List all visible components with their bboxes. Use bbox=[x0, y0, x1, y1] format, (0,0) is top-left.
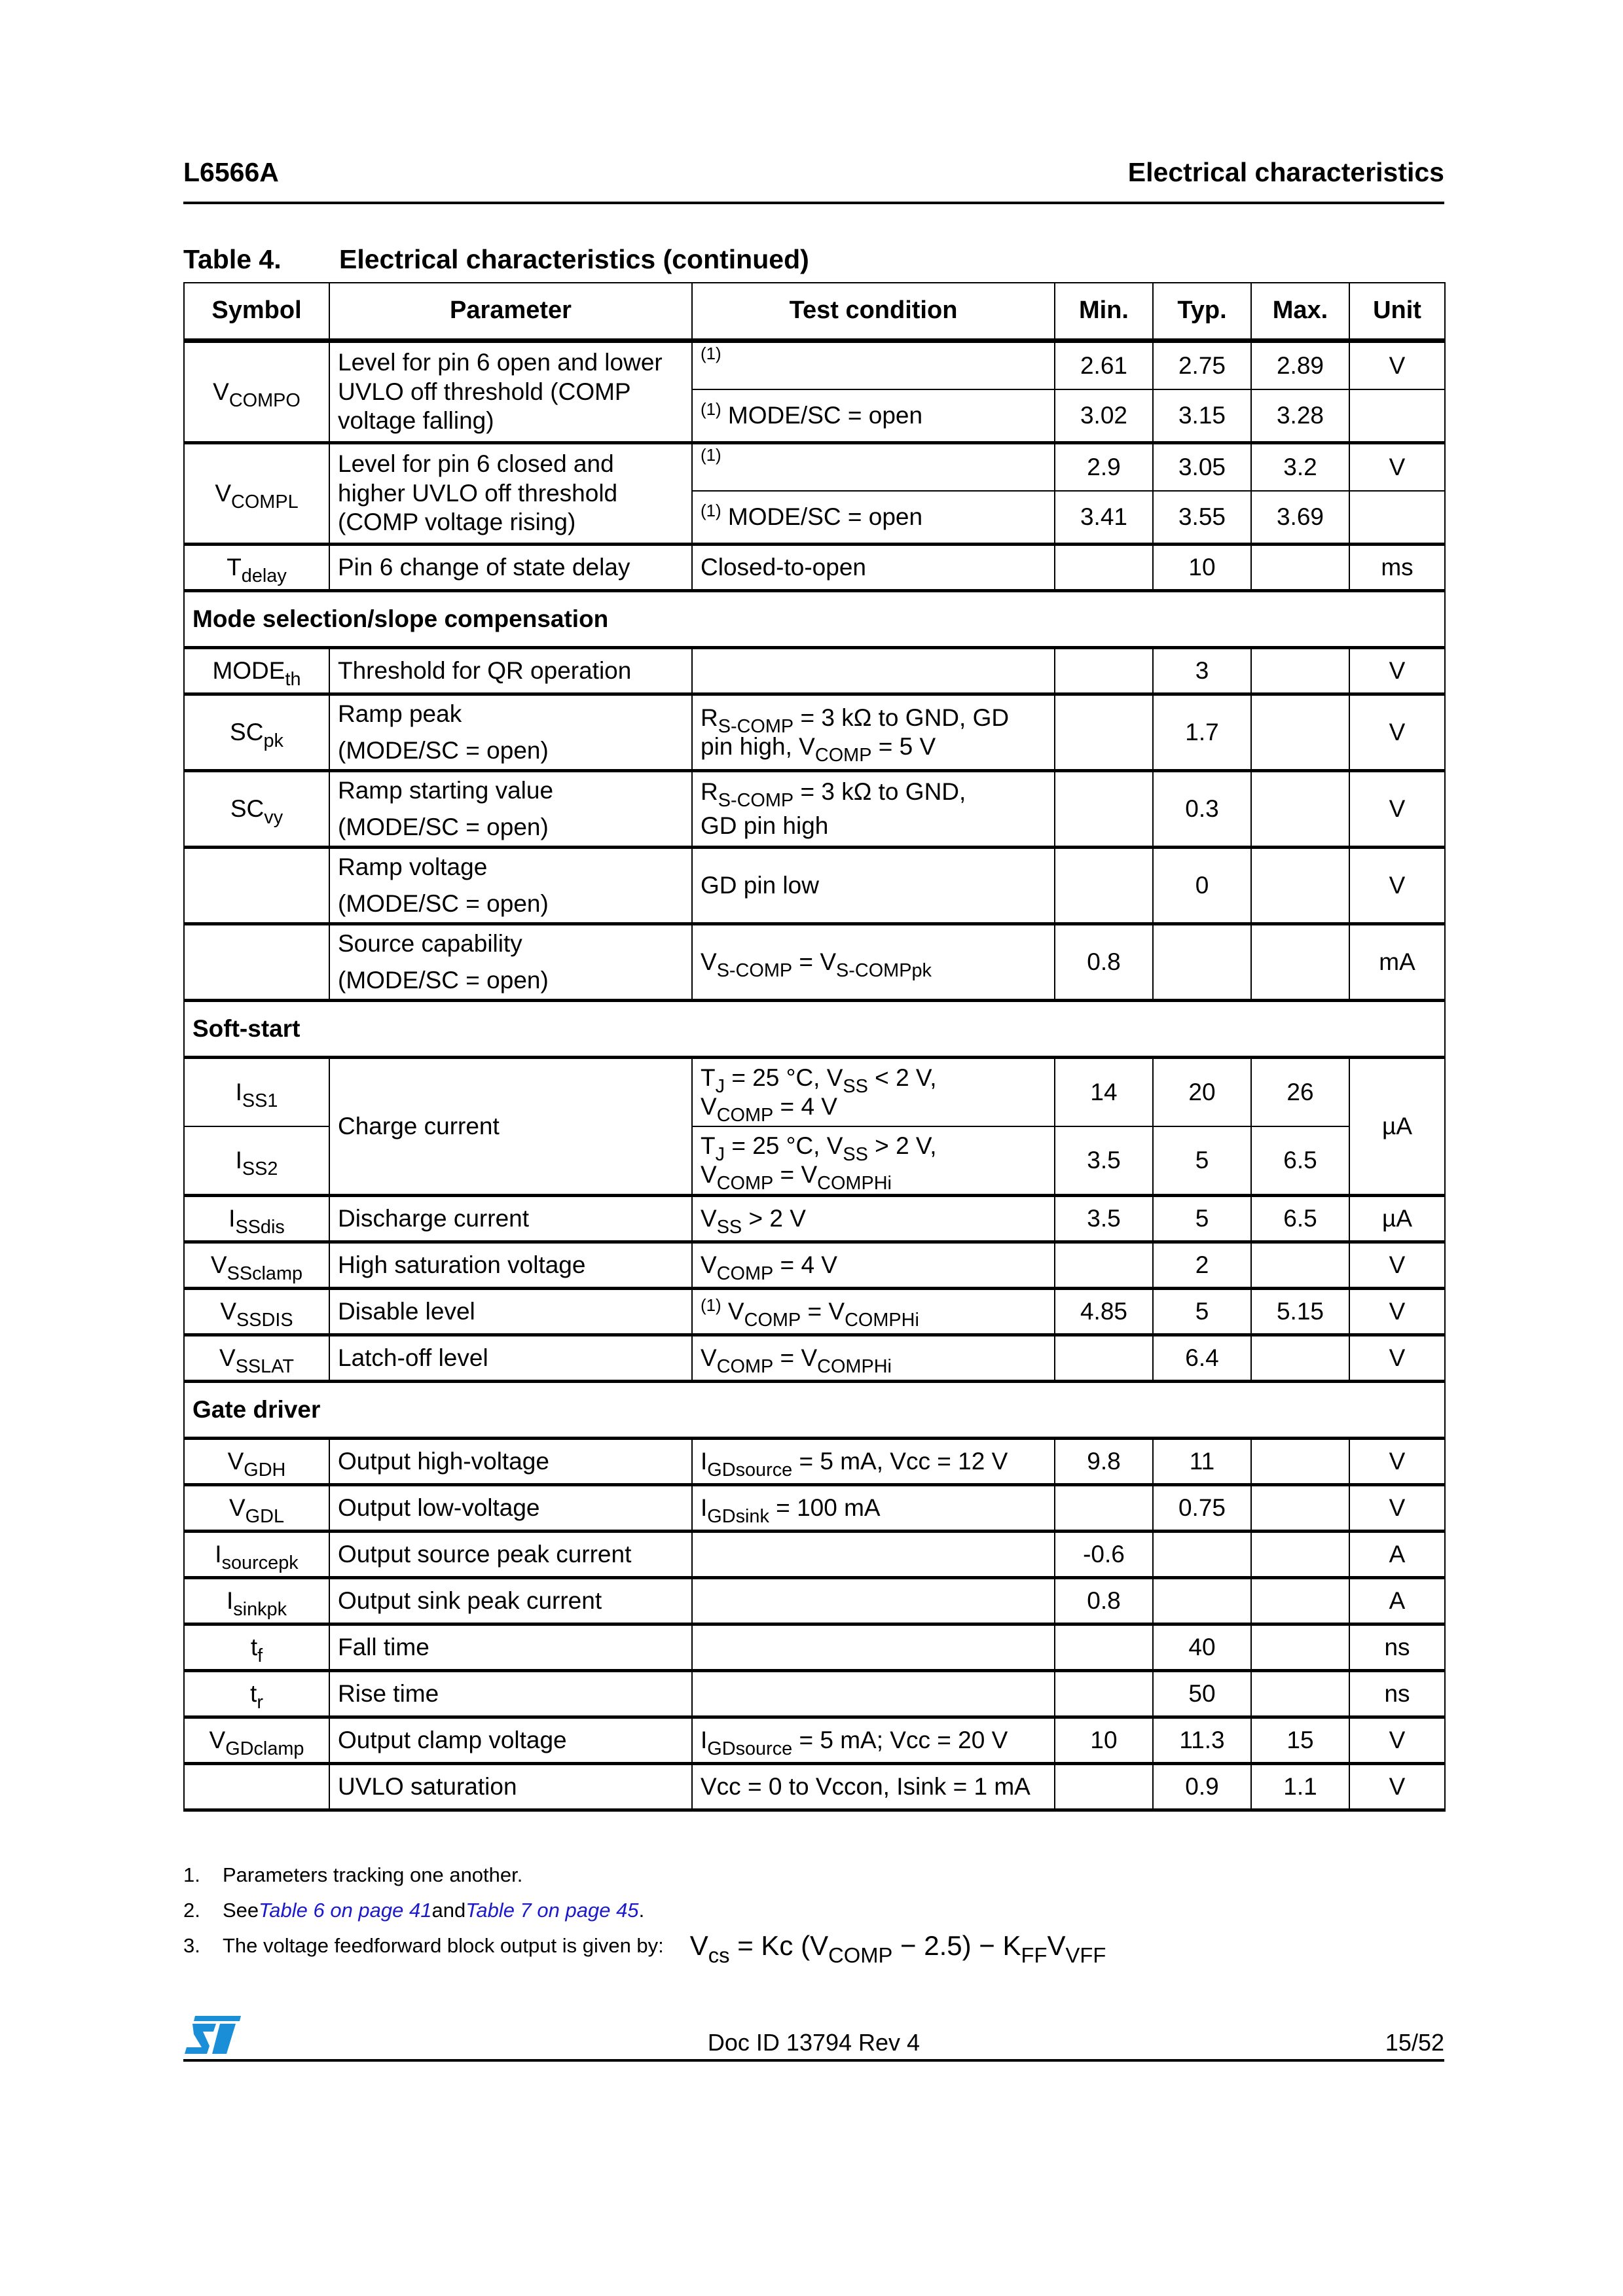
condition-cell: $^{(1)}$ MODE/SC = open bbox=[692, 491, 1055, 545]
parameter-cell: High saturation voltage bbox=[329, 1242, 692, 1289]
condition-cell: $^{(1)}$ MODE/SC = open bbox=[692, 389, 1055, 443]
unit-cell bbox=[1349, 491, 1445, 545]
table-row bbox=[184, 648, 1445, 694]
unit-cell: V bbox=[1349, 1439, 1445, 1485]
page-header bbox=[183, 157, 1444, 204]
typ-cell: 0.3 bbox=[1153, 771, 1251, 848]
table-row bbox=[184, 1485, 1445, 1532]
parameter-cell: UVLO saturation bbox=[329, 1764, 692, 1810]
min-cell: 0.8 bbox=[1055, 1578, 1153, 1624]
min-cell: 2.9 bbox=[1055, 443, 1153, 492]
symbol-cell: $MODE_{th}$ bbox=[184, 648, 329, 694]
condition-cell bbox=[692, 648, 1055, 694]
unit-cell: V bbox=[1349, 1485, 1445, 1532]
typ-cell: 11.3 bbox=[1153, 1717, 1251, 1764]
condition-cell: $^{(1)}$ $V_{COMP} = V_{COMPHi}$ bbox=[692, 1289, 1055, 1335]
min-cell bbox=[1055, 848, 1153, 924]
parameter-cell: Rise time bbox=[329, 1671, 692, 1717]
min-cell bbox=[1055, 694, 1153, 771]
min-cell bbox=[1055, 1485, 1153, 1532]
symbol-cell: $I_{sinkpk}$ bbox=[184, 1578, 329, 1624]
link-table-6[interactable]: Table 6 on page 41 bbox=[259, 1899, 432, 1922]
symbol-cell: $V_{COMPL}$ bbox=[184, 443, 329, 545]
typ-cell: 0.9 bbox=[1153, 1764, 1251, 1810]
max-cell bbox=[1251, 1439, 1349, 1485]
feedforward-formula: $V_{cs} = Kc$ $(V_{COMP} - 2.5) - K_{FF}V_{VFF}$ bbox=[689, 1930, 1106, 1967]
symbol-cell: $t_f$ bbox=[184, 1624, 329, 1671]
symbol-cell: $V_{GDH}$ bbox=[184, 1439, 329, 1485]
section-heading: Soft-start bbox=[184, 1001, 1445, 1058]
typ-cell: 0 bbox=[1153, 848, 1251, 924]
max-cell bbox=[1251, 694, 1349, 771]
symbol-cell: $I_{SS2}$ bbox=[184, 1126, 329, 1196]
condition-cell bbox=[692, 1532, 1055, 1578]
min-cell: 3.41 bbox=[1055, 491, 1153, 545]
doc-id: Doc ID 13794 Rev 4 bbox=[707, 2029, 921, 2056]
unit-cell: A bbox=[1349, 1578, 1445, 1624]
condition-cell: $R_{S-COMP} = 3$ kΩ to GND, GD pin high, $V_{COMP} = 5$ V bbox=[692, 694, 1055, 771]
parameter-cell: Output clamp voltage bbox=[329, 1717, 692, 1764]
max-cell bbox=[1251, 848, 1349, 924]
parameter-cell: Pin 6 change of state delay bbox=[329, 545, 692, 591]
typ-cell: 10 bbox=[1153, 545, 1251, 591]
symbol-cell: $V_{GDL}$ bbox=[184, 1485, 329, 1532]
condition-cell bbox=[692, 1624, 1055, 1671]
unit-cell: V bbox=[1349, 341, 1445, 390]
min-cell: 14 bbox=[1055, 1058, 1153, 1127]
min-cell: 10 bbox=[1055, 1717, 1153, 1764]
table-row bbox=[184, 1624, 1445, 1671]
unit-cell: V bbox=[1349, 443, 1445, 492]
footnote-1: 1. Parameters tracking one another. bbox=[183, 1863, 523, 1886]
table-row bbox=[184, 1335, 1445, 1382]
parameter-cell: Level for pin 6 closed and higher UVLO off threshold (COMP voltage rising) bbox=[329, 443, 692, 545]
min-cell: 2.61 bbox=[1055, 341, 1153, 390]
col-max: Max. bbox=[1251, 283, 1349, 341]
table-row bbox=[184, 1532, 1445, 1578]
table-row bbox=[184, 1439, 1445, 1485]
unit-cell: V bbox=[1349, 694, 1445, 771]
min-cell: 3.5 bbox=[1055, 1196, 1153, 1242]
unit-cell: µA bbox=[1349, 1058, 1445, 1196]
unit-cell: V bbox=[1349, 848, 1445, 924]
col-typ: Typ. bbox=[1153, 283, 1251, 341]
typ-cell bbox=[1153, 1578, 1251, 1624]
section-title: Electrical characteristics bbox=[1127, 157, 1444, 187]
unit-cell: V bbox=[1349, 648, 1445, 694]
typ-cell bbox=[1153, 924, 1251, 1001]
table-row bbox=[184, 1764, 1445, 1810]
unit-cell: V bbox=[1349, 1335, 1445, 1382]
table-row bbox=[184, 1242, 1445, 1289]
symbol-cell: $I_{SSdis}$ bbox=[184, 1196, 329, 1242]
max-cell bbox=[1251, 1671, 1349, 1717]
section-heading: Gate driver bbox=[184, 1382, 1445, 1439]
section-row-soft-start bbox=[184, 1001, 1445, 1058]
symbol-cell: $t_r$ bbox=[184, 1671, 329, 1717]
symbol-cell: $T_{delay}$ bbox=[184, 545, 329, 591]
parameter-cell: Disable level bbox=[329, 1289, 692, 1335]
parameter-cell: Source capability (MODE/SC = open) bbox=[329, 924, 692, 1001]
typ-cell: 5 bbox=[1153, 1126, 1251, 1196]
table-row bbox=[184, 848, 1445, 924]
condition-cell bbox=[692, 1578, 1055, 1624]
min-cell bbox=[1055, 1242, 1153, 1289]
electrical-characteristics-table bbox=[183, 282, 1446, 1812]
max-cell bbox=[1251, 545, 1349, 591]
footnote-3: 3. The voltage feedforward block output is given by: $V_{cs} = Kc$ $(V_{COMP} - 2.5) - K_{FF}V_{VFF}$ bbox=[183, 1930, 1106, 1967]
table-caption bbox=[183, 244, 809, 275]
condition-cell: $I_{GDsink} = 100$ mA bbox=[692, 1485, 1055, 1532]
symbol-cell: $SC_{vy}$ bbox=[184, 771, 329, 848]
typ-cell: 2 bbox=[1153, 1242, 1251, 1289]
min-cell bbox=[1055, 648, 1153, 694]
typ-cell: 3.55 bbox=[1153, 491, 1251, 545]
typ-cell: 3 bbox=[1153, 648, 1251, 694]
symbol-cell: $V_{GDclamp}$ bbox=[184, 1717, 329, 1764]
table-header-row bbox=[184, 283, 1445, 341]
min-cell bbox=[1055, 1335, 1153, 1382]
max-cell: 5.15 bbox=[1251, 1289, 1349, 1335]
typ-cell: 5 bbox=[1153, 1289, 1251, 1335]
parameter-cell: Threshold for QR operation bbox=[329, 648, 692, 694]
symbol-cell bbox=[184, 924, 329, 1001]
max-cell: 6.5 bbox=[1251, 1196, 1349, 1242]
unit-cell: ns bbox=[1349, 1671, 1445, 1717]
table-row bbox=[184, 341, 1445, 390]
parameter-cell: Discharge current bbox=[329, 1196, 692, 1242]
footnote-2: 2. See Table 6 on page 41 and Table 7 on page 45 . bbox=[183, 1899, 645, 1922]
condition-cell: $V_{COMP} = V_{COMPHi}$ bbox=[692, 1335, 1055, 1382]
typ-cell: 50 bbox=[1153, 1671, 1251, 1717]
table-footnotes bbox=[183, 1857, 1106, 1967]
parameter-cell: Output sink peak current bbox=[329, 1578, 692, 1624]
unit-cell: V bbox=[1349, 1289, 1445, 1335]
condition-cell: $I_{GDsource} = 5$ mA, Vcc = 12 V bbox=[692, 1439, 1055, 1485]
condition-cell: (1) bbox=[692, 443, 1055, 492]
parameter-cell: Ramp starting value (MODE/SC = open) bbox=[329, 771, 692, 848]
condition-cell: $R_{S-COMP} = 3$ kΩ to GND, GD pin high bbox=[692, 771, 1055, 848]
max-cell: 3.69 bbox=[1251, 491, 1349, 545]
parameter-cell: Latch-off level bbox=[329, 1335, 692, 1382]
link-table-7[interactable]: Table 7 on page 45 bbox=[465, 1899, 639, 1922]
symbol-cell: $I_{sourcepk}$ bbox=[184, 1532, 329, 1578]
min-cell: 0.8 bbox=[1055, 924, 1153, 1001]
max-cell bbox=[1251, 648, 1349, 694]
max-cell: 15 bbox=[1251, 1717, 1349, 1764]
typ-cell bbox=[1153, 1532, 1251, 1578]
min-cell: 3.02 bbox=[1055, 389, 1153, 443]
page-number: 15/52 bbox=[1385, 2029, 1444, 2056]
table-row bbox=[184, 1717, 1445, 1764]
unit-cell: V bbox=[1349, 1764, 1445, 1810]
section-row-gate-driver bbox=[184, 1382, 1445, 1439]
col-min: Min. bbox=[1055, 283, 1153, 341]
unit-cell: V bbox=[1349, 1717, 1445, 1764]
condition-cell: (1) bbox=[692, 341, 1055, 390]
condition-cell: $T_J = 25$ °C, $V_{SS} < 2$ V, $V_{COMP} = 4$ V bbox=[692, 1058, 1055, 1127]
max-cell: 26 bbox=[1251, 1058, 1349, 1127]
table-number: Table 4. bbox=[183, 244, 282, 274]
min-cell: 9.8 bbox=[1055, 1439, 1153, 1485]
max-cell bbox=[1251, 1578, 1349, 1624]
min-cell bbox=[1055, 1624, 1153, 1671]
typ-cell: 3.05 bbox=[1153, 443, 1251, 492]
condition-cell bbox=[692, 1671, 1055, 1717]
typ-cell: 20 bbox=[1153, 1058, 1251, 1127]
parameter-cell: Ramp peak (MODE/SC = open) bbox=[329, 694, 692, 771]
parameter-cell: Level for pin 6 open and lower UVLO off threshold (COMP voltage falling) bbox=[329, 341, 692, 443]
max-cell bbox=[1251, 1532, 1349, 1578]
symbol-cell: $I_{SS1}$ bbox=[184, 1058, 329, 1127]
col-unit: Unit bbox=[1349, 283, 1445, 341]
condition-cell: Closed-to-open bbox=[692, 545, 1055, 591]
table-row bbox=[184, 1196, 1445, 1242]
condition-cell: Vcc = 0 to Vccon, Isink = 1 mA bbox=[692, 1764, 1055, 1810]
typ-cell: 40 bbox=[1153, 1624, 1251, 1671]
table-row bbox=[184, 694, 1445, 771]
typ-cell: 2.75 bbox=[1153, 341, 1251, 390]
symbol-cell: $V_{COMPO}$ bbox=[184, 341, 329, 443]
symbol-cell: $V_{SSLAT}$ bbox=[184, 1335, 329, 1382]
max-cell: 1.1 bbox=[1251, 1764, 1349, 1810]
typ-cell: 0.75 bbox=[1153, 1485, 1251, 1532]
unit-cell: V bbox=[1349, 1242, 1445, 1289]
col-test-condition: Test condition bbox=[692, 283, 1055, 341]
unit-cell: A bbox=[1349, 1532, 1445, 1578]
table-title: Electrical characteristics (continued) bbox=[339, 244, 809, 274]
condition-cell: $I_{GDsource} = 5$ mA; Vcc = 20 V bbox=[692, 1717, 1055, 1764]
parameter-cell: Output high-voltage bbox=[329, 1439, 692, 1485]
table-row bbox=[184, 1578, 1445, 1624]
unit-cell: V bbox=[1349, 771, 1445, 848]
table-row bbox=[184, 1289, 1445, 1335]
symbol-cell bbox=[184, 1764, 329, 1810]
max-cell bbox=[1251, 771, 1349, 848]
condition-cell: $T_J = 25$ °C, $V_{SS} > 2$ V, $V_{COMP} = V_{COMPHi}$ bbox=[692, 1126, 1055, 1196]
typ-cell: 3.15 bbox=[1153, 389, 1251, 443]
unit-cell bbox=[1349, 389, 1445, 443]
condition-cell: $V_{COMP} = 4$ V bbox=[692, 1242, 1055, 1289]
symbol-cell: $V_{SSDIS}$ bbox=[184, 1289, 329, 1335]
unit-cell: ns bbox=[1349, 1624, 1445, 1671]
table-row bbox=[184, 545, 1445, 591]
max-cell: 2.89 bbox=[1251, 341, 1349, 390]
table-row bbox=[184, 1058, 1445, 1127]
max-cell bbox=[1251, 1485, 1349, 1532]
condition-cell: $V_{SS} > 2$ V bbox=[692, 1196, 1055, 1242]
section-heading: Mode selection/slope compensation bbox=[184, 591, 1445, 648]
table-row bbox=[184, 443, 1445, 492]
page-footer bbox=[183, 2015, 1444, 2062]
typ-cell: 11 bbox=[1153, 1439, 1251, 1485]
min-cell bbox=[1055, 1671, 1153, 1717]
min-cell bbox=[1055, 771, 1153, 848]
min-cell: 4.85 bbox=[1055, 1289, 1153, 1335]
symbol-cell: $V_{SSclamp}$ bbox=[184, 1242, 329, 1289]
unit-cell: µA bbox=[1349, 1196, 1445, 1242]
parameter-cell: Output low-voltage bbox=[329, 1485, 692, 1532]
condition-cell: $V_{S-COMP} = V_{S-COMPpk}$ bbox=[692, 924, 1055, 1001]
min-cell: -0.6 bbox=[1055, 1532, 1153, 1578]
typ-cell: 5 bbox=[1153, 1196, 1251, 1242]
max-cell bbox=[1251, 1335, 1349, 1382]
table-row bbox=[184, 1671, 1445, 1717]
max-cell bbox=[1251, 1624, 1349, 1671]
max-cell: 3.2 bbox=[1251, 443, 1349, 492]
parameter-cell: Fall time bbox=[329, 1624, 692, 1671]
symbol-cell: $SC_{pk}$ bbox=[184, 694, 329, 771]
parameter-cell: Charge current bbox=[329, 1058, 692, 1196]
unit-cell: ms bbox=[1349, 545, 1445, 591]
unit-cell: mA bbox=[1349, 924, 1445, 1001]
col-symbol: Symbol bbox=[184, 283, 329, 341]
table-row bbox=[184, 924, 1445, 1001]
min-cell bbox=[1055, 545, 1153, 591]
parameter-cell: Output source peak current bbox=[329, 1532, 692, 1578]
doc-code: L6566A bbox=[183, 157, 279, 187]
parameter-cell: Ramp voltage (MODE/SC = open) bbox=[329, 848, 692, 924]
symbol-cell bbox=[184, 848, 329, 924]
col-parameter: Parameter bbox=[329, 283, 692, 341]
typ-cell: 6.4 bbox=[1153, 1335, 1251, 1382]
max-cell bbox=[1251, 924, 1349, 1001]
max-cell: 3.28 bbox=[1251, 389, 1349, 443]
condition-cell: GD pin low bbox=[692, 848, 1055, 924]
table-row bbox=[184, 771, 1445, 848]
max-cell bbox=[1251, 1242, 1349, 1289]
min-cell bbox=[1055, 1764, 1153, 1810]
max-cell: 6.5 bbox=[1251, 1126, 1349, 1196]
typ-cell: 1.7 bbox=[1153, 694, 1251, 771]
section-row-mode-selection bbox=[184, 591, 1445, 648]
min-cell: 3.5 bbox=[1055, 1126, 1153, 1196]
